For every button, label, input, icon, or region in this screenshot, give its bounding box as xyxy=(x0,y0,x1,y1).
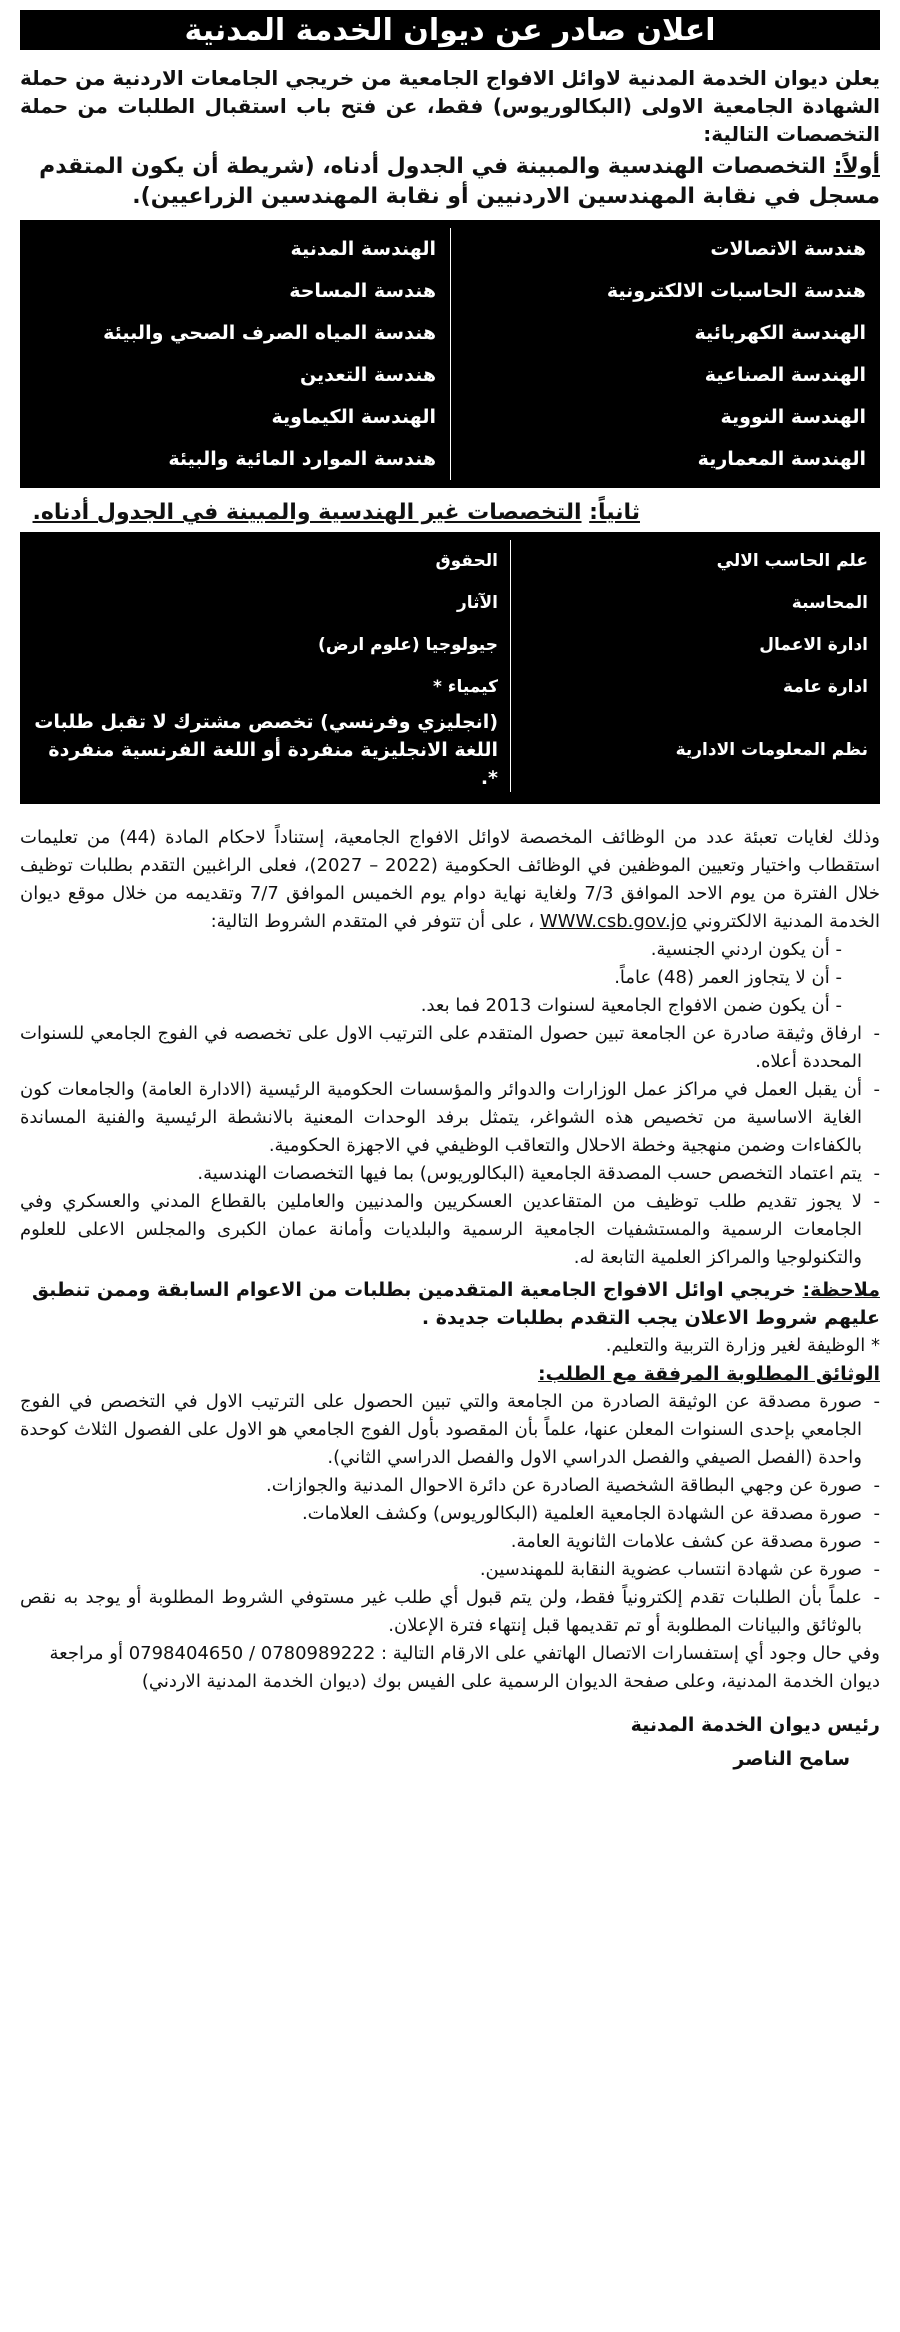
note xyxy=(20,1276,880,1332)
document-item: - صورة مصدقة عن الوثيقة الصادرة من الجامعة والتي تبين الحصول على الترتيب الاول في التخصص في الفوج الجامعي بإحدى السنوات المعلن عنها، علماً بأن المقصود بأول الفوج الجامعي هو الاول على الفصول الثلاث كوحدة واحدة (الفصل الصيفي والفصل الدراسي الاول والفصل الدراسي الثاني). xyxy=(20,1388,880,1472)
section-1-label: أولاً: xyxy=(833,154,880,179)
non-engineering-cell: المحاسبة xyxy=(510,582,880,624)
website-link[interactable]: WWW.csb.gov.jo xyxy=(539,911,687,932)
document-item: - صورة مصدقة عن كشف علامات الثانوية العامة. xyxy=(20,1528,880,1556)
condition-item: - أن يكون ضمن الافواج الجامعية لسنوات 2013 فما بعد. xyxy=(420,995,842,1016)
engineering-cell: الهندسة الصناعية xyxy=(450,354,880,396)
intro-paragraph: يعلن ديوان الخدمة المدنية لاوائل الافواج الجامعية من خريجي الجامعات الاردنية من حملة الشهادة الجامعية الاولى (البكالوريوس) فقط، عن فتح باب استقبال الطلبات من حملة التخصصات التالية: xyxy=(20,66,880,146)
documents-heading: الوثائق المطلوبة المرفقة مع الطلب: xyxy=(538,1363,880,1385)
note-text: خريجي اوائل الافواج الجامعية المتقدمين بطلبات من الاعوام السابقة وممن تنطبق عليهم شروط الاعلان يجب التقدم بطلبات جديدة . xyxy=(31,1279,880,1329)
non-engineering-cell: كيمياء * xyxy=(432,677,498,697)
contact-paragraph: وفي حال وجود أي إستفسارات الاتصال الهاتفي على الارقام التالية : 0780989222 / 0798404650 أو مراجعة ديوان الخدمة المدنية، وعلى صفحة الديوان الرسمية على الفيس بوك (ديوان الخدمة المدنية الاردني) xyxy=(49,1643,880,1692)
non-engineering-cell: ادارة عامة xyxy=(510,666,880,708)
section-2-label: ثانياً: xyxy=(589,500,640,525)
engineering-cell: الهندسة الكهربائية xyxy=(450,312,880,354)
note-label: ملاحظة: xyxy=(802,1279,880,1301)
non-engineering-cell: الحقوق xyxy=(435,551,498,571)
non-engineering-cell: (انجليزي وفرنسي) تخصص مشترك لا تقبل طلبات اللغة الانجليزية منفردة أو اللغة الفرنسية منفردة *. xyxy=(34,711,498,789)
engineering-cell: هندسة المساحة xyxy=(289,280,436,302)
engineering-cell: هندسة المياه الصرف الصحي والبيئة xyxy=(103,322,436,344)
non-engineering-cell: علم الحاسب الالي xyxy=(510,540,880,582)
engineering-cell: الهندسة المعمارية xyxy=(450,438,880,480)
engineering-table xyxy=(20,220,880,488)
engineering-cell: الهندسة المدنية xyxy=(290,238,436,260)
requirement-item: - أن يقبل العمل في مراكز عمل الوزارات والدوائر والمؤسسات الحكومية الرئيسية (الادارة العامة) والجامعات كون الغاية الاساسية من تخصيص هذه الشواغر، يتمثل برفد الوحدات المعنية بالانشطة الرئيسية والفنية المساندة بالكفاءات وضمن منهجية وخطة الاحلال والتعاقب الوظيفي في الاجهزة الحكومية. xyxy=(20,1076,880,1160)
section-2-heading xyxy=(20,498,880,528)
main-paragraph-a: وذلك لغايات تعبئة عدد من الوظائف المخصصة لاوائل الافواج الجامعية، إستناداً لاحكام المادة (44) من تعليمات استقطاب واختيار وتعيين الموظفين في الوظائف الحكومية (2022 – 2027)، فعلى الراغبين التقدم بطلبات توظيف خلال الفترة من يوم الاحد الموافق 7/3 ولغاية نهاية دوام يوم الخميس الموافق 7/7 وتقديمه من خلال موقع ديوان الخدمة المدنية الالكتروني xyxy=(20,827,881,932)
non-engineering-cell: نظم المعلومات الادارية xyxy=(510,708,880,792)
document-item: - صورة عن شهادة انتساب عضوية النقابة للمهندسين. xyxy=(20,1556,880,1584)
signature-name: سامح الناصر xyxy=(733,1748,850,1770)
engineering-cell: هندسة الموارد المائية والبيئة xyxy=(168,448,436,470)
condition-item: - أن يكون اردني الجنسية. xyxy=(650,939,842,960)
signature-block xyxy=(20,1708,880,1776)
document-item: - علماً بأن الطلبات تقدم إلكترونياً فقط، ولن يتم قبول أي طلب غير مستوفي الشروط المطلوبة أو يوجد به نقص بالوثائق والبيانات المطلوبة أو تم تقديمها قبل إنتهاء فترة الإعلان. xyxy=(20,1584,880,1640)
section-1-heading xyxy=(20,152,880,212)
star-note: * الوظيفة لغير وزارة التربية والتعليم. xyxy=(605,1335,880,1356)
document-item: - صورة عن وجهي البطاقة الشخصية الصادرة عن دائرة الاحوال المدنية والجوازات. xyxy=(20,1472,880,1500)
engineering-cell: هندسة التعدين xyxy=(299,364,436,386)
non-engineering-table xyxy=(20,532,880,804)
condition-item: - أن لا يتجاوز العمر (48) عاماً. xyxy=(614,967,842,988)
section-2-text: التخصصات غير الهندسية والمبينة في الجدول أدناه. xyxy=(32,500,582,525)
requirement-item: - لا يجوز تقديم طلب توظيف من المتقاعدين العسكريين والمدنيين والعاملين بالقطاع المدني والعسكري وفي الجامعات الرسمية والمستشفيات الجامعية الرسمية والبلديات وأمانة عمان الكبرى والمجلس الاعلى للعلوم والتكنولوجيا والمراكز العلمية التابعة له. xyxy=(20,1188,880,1272)
announcement xyxy=(20,10,880,1776)
section-1-text: التخصصات الهندسية والمبينة في الجدول أدناه، (شريطة أن يكون المتقدم مسجل في نقابة المهندسين الاردنيين أو نقابة المهندسين الزراعيين). xyxy=(39,154,880,209)
engineering-cell: هندسة الاتصالات xyxy=(450,228,880,270)
requirement-item: - يتم اعتماد التخصص حسب المصدقة الجامعية (البكالوريوس) بما فيها التخصصات الهندسية. xyxy=(20,1160,880,1188)
engineering-cell: الهندسة الكيماوية xyxy=(271,406,436,428)
non-engineering-cell: جيولوجيا (علوم ارض) xyxy=(318,635,498,655)
requirement-item: - ارفاق وثيقة صادرة عن الجامعة تبين حصول المتقدم على الترتيب الاول على تخصصه في الفوج الجامعي للسنوات المحددة أعلاه. xyxy=(20,1020,880,1076)
engineering-cell: الهندسة النووية xyxy=(450,396,880,438)
non-engineering-cell: ادارة الاعمال xyxy=(510,624,880,666)
announcement-title: اعلان صادر عن ديوان الخدمة المدنية xyxy=(20,10,880,50)
main-paragraph xyxy=(20,824,880,936)
signature-role: رئيس ديوان الخدمة المدنية xyxy=(630,1714,880,1736)
main-paragraph-b: ، على أن تتوفر في المتقدم الشروط التالية: xyxy=(210,911,535,932)
document-item: - صورة مصدقة عن الشهادة الجامعية العلمية (البكالوريوس) وكشف العلامات. xyxy=(20,1500,880,1528)
engineering-cell: هندسة الحاسبات الالكترونية xyxy=(450,270,880,312)
non-engineering-cell: الآثار xyxy=(456,593,498,613)
